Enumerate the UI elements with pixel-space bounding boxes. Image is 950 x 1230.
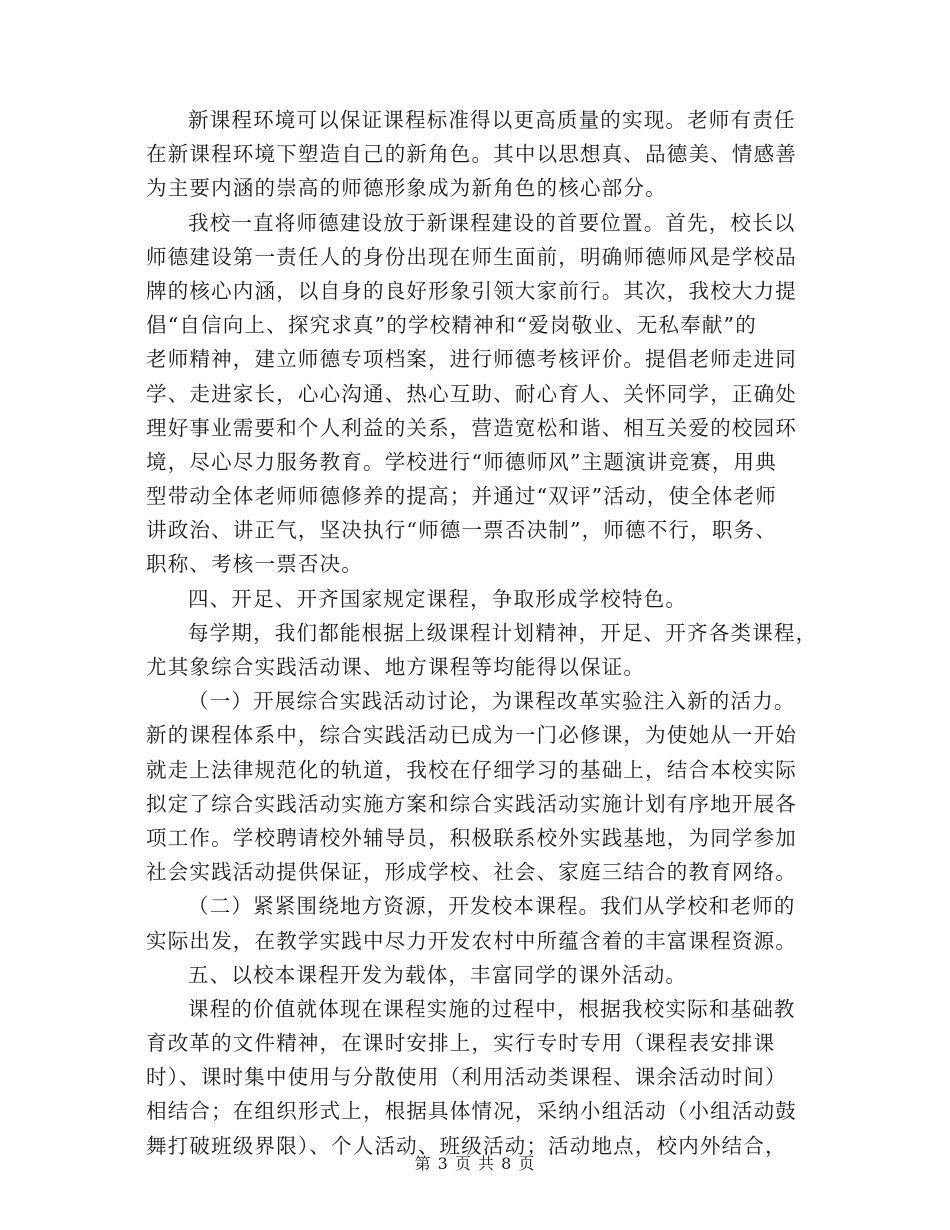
text-line: 每学期，我们都能根据上级课程计划精神，开足、开齐各类课程， [188, 620, 818, 645]
text-line: 职称、考核一票否决。 [146, 552, 363, 577]
text-line: 牌的核心内涵，以自身的良好形象引领大家前行。其次，我校大力提 [146, 278, 797, 303]
text-line: 拟定了综合实践活动实施方案和综合实践活动实施计划有序地开展各 [146, 791, 797, 816]
text-line: 育改革的文件精神，在课时安排上，实行专时专用（课程表安排课 [146, 1031, 776, 1056]
subsection-heading: （一）开展综合实践活动讨论，为课程改革实验注入新的活力。 [188, 689, 796, 714]
section-heading: 四、开足、开齐国家规定课程，争取形成学校特色。 [188, 586, 688, 611]
text-line: 舞打破班级界限）、个人活动、班级活动；活动地点，校内外结合， [146, 1133, 787, 1158]
text-line: 时）、课时集中使用与分散使用（利用活动类课程、课余活动时间） [146, 1065, 787, 1090]
body-text [146, 103, 818, 1163]
text-line: 为主要内涵的崇高的师德形象成为新角色的核心部分。 [146, 176, 667, 201]
text-line: 就走上法律规范化的轨道，我校在仔细学习的基础上，结合本校实际 [146, 757, 797, 782]
text-line: 学、走进家长，心心沟通、热心互助、耐心育人、关怀同学，正确处 [146, 381, 797, 406]
text-line: 尤其象综合实践活动课、地方课程等均能得以保证。 [146, 655, 646, 679]
text-line: 境，尽心尽力服务教育。学校进行“师德师风”主题演讲竞赛，用典 [146, 449, 777, 474]
section-heading: 五、以校本课程开发为载体，丰富同学的课外活动。 [188, 962, 688, 987]
text-line: 相结合；在组织形式上，根据具体情况，采纳小组活动（小组活动鼓 [146, 1099, 797, 1124]
page-number: 第 3 页 共 8 页 [414, 1154, 536, 1173]
text-line: 老师精神，建立师德专项档案，进行师德考核评价。提倡老师走进同 [146, 347, 797, 372]
text-line: 倡“自信向上、探究求真”的学校精神和“爱岗敬业、无私奉献”的 [146, 313, 757, 338]
text-line: 在新课程环境下塑造自己的新角色。其中以思想真、品德美、情感善 [146, 142, 797, 167]
text-line: 项工作。学校聘请校外辅导员，积极联系校外实践基地，为同学参加 [146, 825, 797, 850]
text-line: 讲政治、讲正气，坚决执行“师德一票否决制”，师德不行，职务、 [146, 518, 777, 543]
text-line: 新的课程体系中，综合实践活动已成为一门必修课，为使她从一开始 [146, 723, 797, 748]
subsection-heading: （二）紧紧围绕地方资源，开发校本课程。我们从学校和老师的 [188, 894, 796, 919]
text-line: 课程的价值就体现在课程实施的过程中，根据我校实际和基础教 [188, 996, 796, 1021]
text-line: 师德建设第一责任人的身份出现在师生面前，明确师德师风是学校品 [146, 244, 797, 269]
text-line: 新课程环境可以保证课程标准得以更高质量的实现。老师有责任 [188, 108, 796, 132]
text-line: 型带动全体老师师德修养的提高；并通过“双评”活动，使全体老师 [146, 484, 777, 509]
text-line: 我校一直将师德建设放于新课程建设的首要位置。首先，校长以 [188, 210, 796, 235]
text-line: 理好事业需要和个人利益的关系，营造宽松和谐、相互关爱的校园环 [146, 415, 797, 440]
text-line: 实际出发，在教学实践中尽力开发农村中所蕴含着的丰富课程资源。 [146, 928, 797, 953]
text-line: 社会实践活动提供保证，形成学校、社会、家庭三结合的教育网络。 [146, 860, 797, 885]
